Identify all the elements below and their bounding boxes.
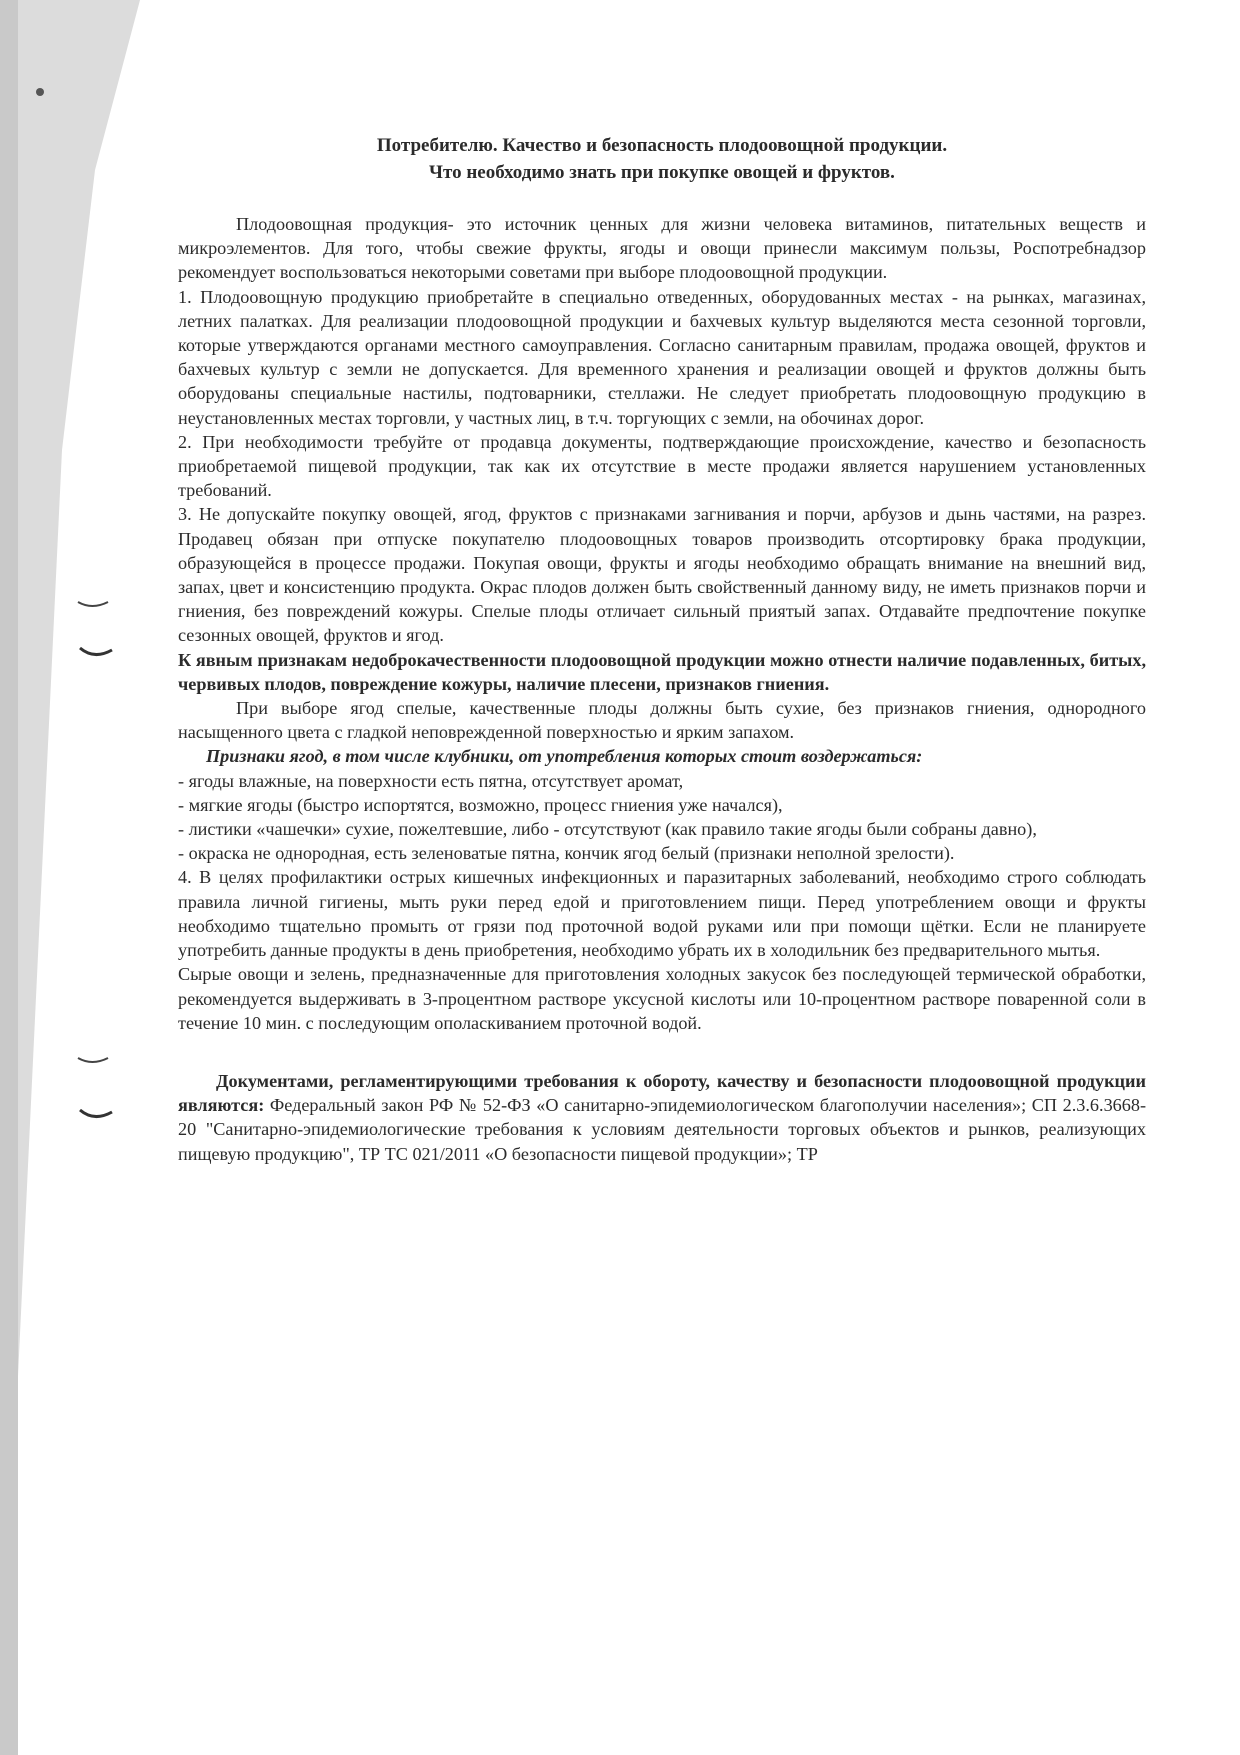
item-2: 2. При необходимости требуйте от продавца документы, подтверждающие происхождение, качество и безопасность приобретаемой пищевой продукции, так как их отсутствие в месте продажи является нарушением установленных требований.	[178, 431, 1146, 501]
section-gap	[178, 1035, 1146, 1069]
item-1: 1. Плодоовощную продукцию приобретайте в специально отведенных, оборудованных местах - на рынках, магазинах, летних палатках. Для реализации плодоовощной продукции и бахчевых культур выделяются места сезонной торговли, которые утверждаются органами местного самоуправления. Согласно санитарным правилам, продажа овощей, фруктов и бахчевых культур с земли не допускается. Для временного хранения и реализации овощей и фруктов должны быть оборудованы специальные настилы, подтоварники, стеллажи. Не следует приобретать плодоовощную продукцию в неустановленных местах торговли, у частных лиц, в т.ч. торгующих с земли, на обочинах дорог.	[178, 286, 1146, 428]
punch-hole-mark	[78, 1058, 108, 1062]
documents-list-text: Федеральный закон РФ № 52-ФЗ «О санитарно-эпидемиологическом благополучии населения»; СП 2.3.6.3668-20 "Санитарно-эпидемиологические требования к условиям деятельности торговых объектов и рынков, реализующих пищевую продукцию", ТР ТС 021/2011 «О безопасности пищевой продукции»; ТР	[178, 1095, 1146, 1164]
scan-speck	[36, 88, 44, 96]
document-page	[178, 132, 1146, 1166]
intro-paragraph: Плодоовощная продукция- это источник ценных для жизни человека витаминов, питательных веществ и микроэлементов. Для того, чтобы свежие фрукты, ягоды и овощи принесли максимум пользы, Роспотребнадзор рекомендует воспользоваться некоторыми советами при выборе плодоовощной продукции.	[178, 214, 1146, 283]
item-4: 4. В целях профилактики острых кишечных инфекционных и паразитарных заболеваний, необходимо строго соблюдать правила личной гигиены, мыть руки перед едой и приготовлением пищи. Перед употреблением овощи и фрукты необходимо тщательно промыть от грязи под проточной водой руками или при помощи щётки. Если не планируете употребить данные продукты в день приобретения, необходимо убрать их в холодильник без предварительного мытья.	[178, 867, 1146, 961]
bold-warning: К явным признакам недоброкачественности плодоовощной продукции можно отнести наличие подавленных, битых, червивых плодов, повреждение кожуры, наличие плесени, признаков гниения.	[178, 649, 1146, 694]
documents-bold-lead: Документами, регламентирующими требования к обороту, качеству и безопасности плодоовощной продукции являются:	[178, 1070, 1146, 1116]
title-line-2: Что необходимо знать при покупке овощей и фруктов.	[429, 162, 895, 183]
berries-list-item: - окраска не однородная, есть зеленоватые пятна, кончик ягод белый (признаки неполной зрелости).	[178, 843, 955, 864]
title-line-1: Потребителю. Качество и безопасность плодоовощной продукции.	[376, 135, 948, 156]
berries-heading: Признаки ягод, в том числе клубники, от употребления которых стоит воздержаться:	[206, 746, 923, 767]
punch-hole-mark	[80, 1110, 112, 1117]
berries-list-item: - ягоды влажные, на поверхности есть пятна, отсутствует аромат,	[178, 770, 684, 791]
berries-paragraph: При выборе ягод спелые, качественные плоды должны быть сухие, без признаков гниения, однородного насыщенного цвета с гладкой неповрежденной поверхностью и ярким запахом.	[178, 698, 1146, 743]
item-3: 3. Не допускайте покупку овощей, ягод, фруктов с признаками загнивания и порчи, арбузов и дынь частями, на разрез. Продавец обязан при отпуске покупателю плодоовощных товаров производить отсортировку брака продукции, образующейся в процессе продажи. Покупая овощи, фрукты и ягоды необходимо обращать внимание на внешний вид, запах, цвет и консистенцию продукта. Окрас плодов должен быть свойственный данному виду, не иметь признаков порчи и гниения, без повреждений кожуры. Спелые плоды отличает сильный приятый запах. Отдавайте предпочтение покупке сезонных овощей, фруктов и ягод.	[178, 504, 1146, 646]
raw-vegetables-paragraph: Сырые овощи и зелень, предназначенные для приготовления холодных закусок без последующей термической обработки, рекомендуется выдерживать в 3-процентном растворе уксусной кислоты или 10-процентном растворе поваренной соли в течение 10 мин. с последующим ополаскиванием проточной водой.	[178, 964, 1146, 1033]
berries-list-item: - мягкие ягоды (быстро испортятся, возможно, процесс гниения уже начался),	[178, 794, 783, 815]
punch-hole-mark	[78, 602, 108, 606]
berries-list-item: - листики «чашечки» сухие, пожелтевшие, либо - отсутствуют (как правило такие ягоды были собраны давно),	[178, 819, 1037, 840]
document-title	[178, 132, 1146, 186]
punch-hole-mark	[80, 648, 112, 655]
documents-paragraph	[178, 1069, 1146, 1166]
